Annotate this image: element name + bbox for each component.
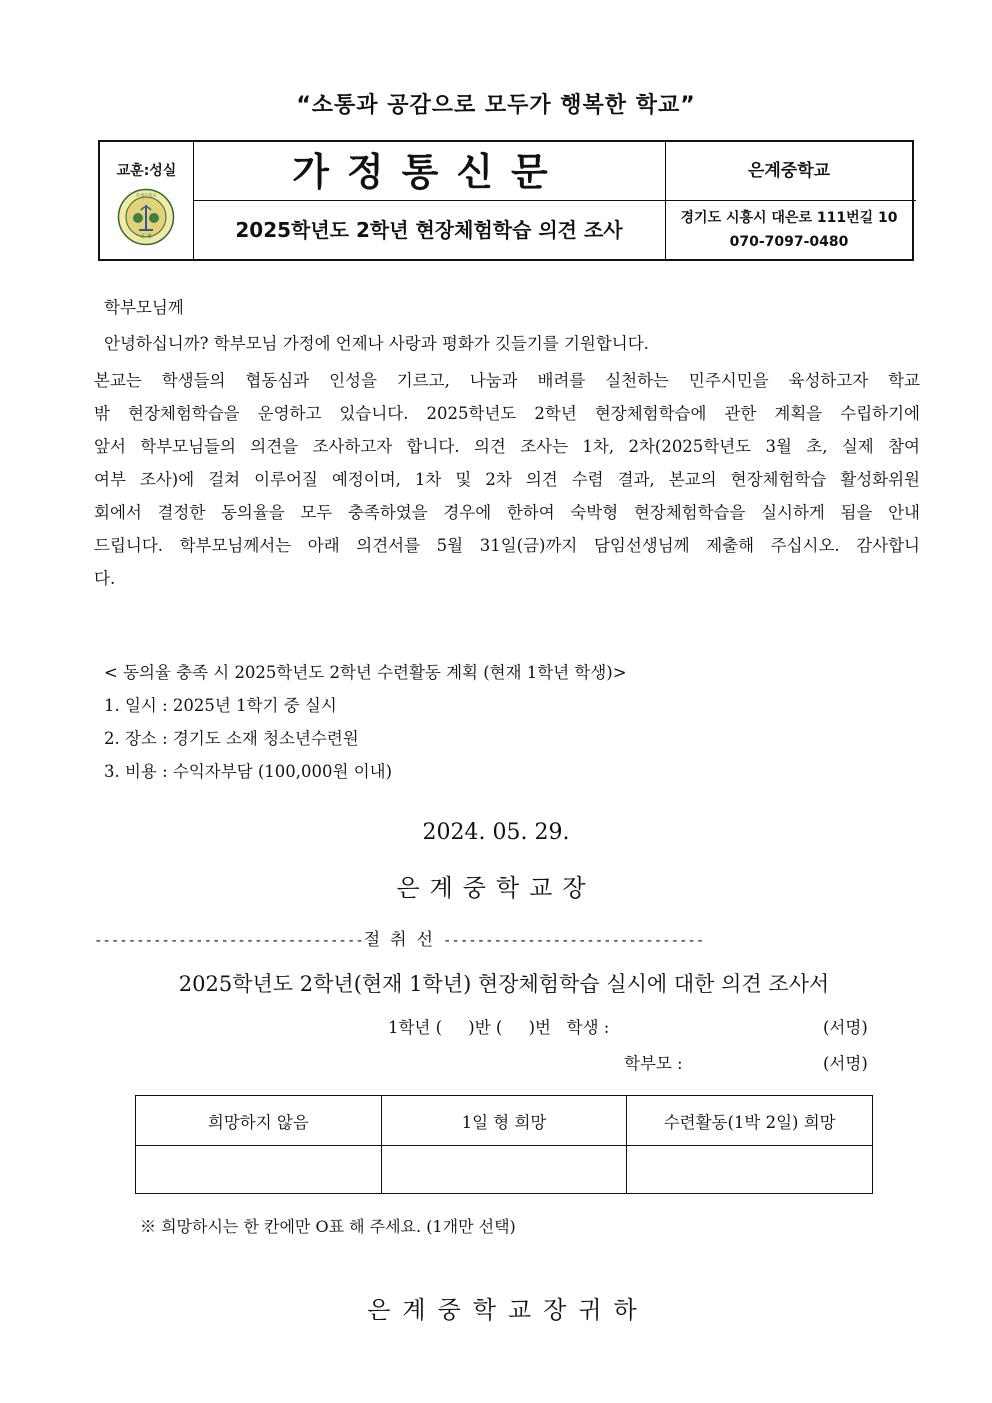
- mark-cell-overnight-training[interactable]: [627, 1146, 873, 1194]
- student-info-row[interactable]: 1학년 ( )반 ( )번 학생 :: [388, 1018, 610, 1037]
- school-name: 은계중학교: [747, 161, 831, 181]
- greeting-line: 안녕하십니까? 학부모님 가정에 언제나 사랑과 평화가 깃들기를 기원합니다.: [104, 334, 649, 353]
- cut-line-dashes-right: -------------------------------: [443, 933, 705, 949]
- newsletter-subtitle: 2025학년도 2학년 현장체험학습 의견 조사: [235, 218, 623, 242]
- selection-note: ※ 희망하시는 한 칸에만 O표 해 주세요. (1개만 선택): [140, 1217, 516, 1236]
- school-motto-banner: “소통과 공감으로 모두가 행복한 학교”: [296, 93, 696, 118]
- letter-line: 다.: [94, 569, 116, 588]
- student-signature-label: (서명): [823, 1018, 868, 1037]
- cut-line: [94, 925, 886, 950]
- cut-line-dashes-left: --------------------------------: [94, 933, 364, 949]
- letter-line: 여부 조사)에 걸쳐 이루어질 예정이며, 1차 및 2차 의견 수렴 결과, 본교의 현장체험학습 활성화위원: [94, 470, 920, 489]
- parent-signature-label: (서명): [823, 1054, 868, 1073]
- salutation: 학부모님께: [104, 298, 184, 317]
- plan-item-date: 1. 일시 : 2025년 1학기 중 실시: [104, 696, 337, 715]
- plan-item-cost: 3. 비용 : 수익자부담 (100,000원 이내): [104, 762, 393, 781]
- school-emblem-icon: [117, 188, 175, 246]
- training-plan: [104, 656, 627, 788]
- mark-cell-day-trip[interactable]: [381, 1146, 627, 1194]
- issue-date: 2024. 05. 29.: [422, 820, 570, 845]
- survey-options-table: [135, 1095, 873, 1194]
- school-motto-label: 교훈:성실: [116, 163, 177, 179]
- school-address: 경기도 시흥시 대은로 111번길 10: [680, 210, 898, 226]
- letter-line: 밖 현장체험학습을 운영하고 있습니다. 2025학년도 2학년 현장체험학습에 관한 계획을 수립하기에: [94, 404, 920, 423]
- option-not-desired: 희망하지 않음: [136, 1096, 382, 1146]
- emblem-ring-text: 은계중학교: [135, 192, 157, 198]
- school-contact: [666, 206, 912, 254]
- letter-line: 드립니다. 학부모님께서는 아래 의견서를 5월 31일(금)까지 담임선생님께 제출해 주십시오. 감사합니: [94, 536, 920, 555]
- newsletter-title: 가정통신문: [292, 150, 566, 194]
- header-divider: [193, 200, 916, 201]
- plan-item-place: 2. 장소 : 경기도 소재 청소년수련원: [104, 729, 359, 748]
- letter-line: 회에서 결정한 동의율을 모두 충족하였을 경우에 한하여 숙박형 현장체험학습을 실시하게 됨을 안내: [94, 503, 920, 522]
- letter-line: 본교는 학생들의 협동심과 인성을 기르고, 나눔과 배려를 실천하는 민주시민을 육성하고자 학교: [94, 371, 920, 390]
- plan-heading: < 동의율 충족 시 2025학년도 2학년 수련활동 계획 (현재 1학년 학생)>: [104, 663, 627, 682]
- option-day-trip: 1일 형 희망: [381, 1096, 627, 1146]
- survey-title: 2025학년도 2학년(현재 1학년) 현장체험학습 실시에 대한 의견 조사서: [178, 972, 830, 996]
- option-overnight-training: 수련활동(1박 2일) 희망: [627, 1096, 873, 1146]
- school-phone: 070-7097-0480: [729, 234, 849, 250]
- newsletter-header-table: [98, 140, 914, 261]
- letter-line: 앞서 학부모님들의 의견을 조사하고자 합니다. 의견 조사는 1차, 2차(2025학년도 3월 초, 실제 참여: [94, 437, 920, 456]
- emblem-text: 은 계: [140, 234, 152, 240]
- letter-body: [94, 364, 920, 595]
- addressee: 은계중학교장귀하: [367, 1296, 649, 1324]
- principal-signature: 은계중학교장: [396, 874, 596, 902]
- cut-line-label: 절취선: [363, 930, 443, 950]
- motto-cell: [100, 142, 194, 259]
- mark-cell-not-desired[interactable]: [136, 1146, 382, 1194]
- parent-info-row[interactable]: 학부모 :: [624, 1054, 683, 1073]
